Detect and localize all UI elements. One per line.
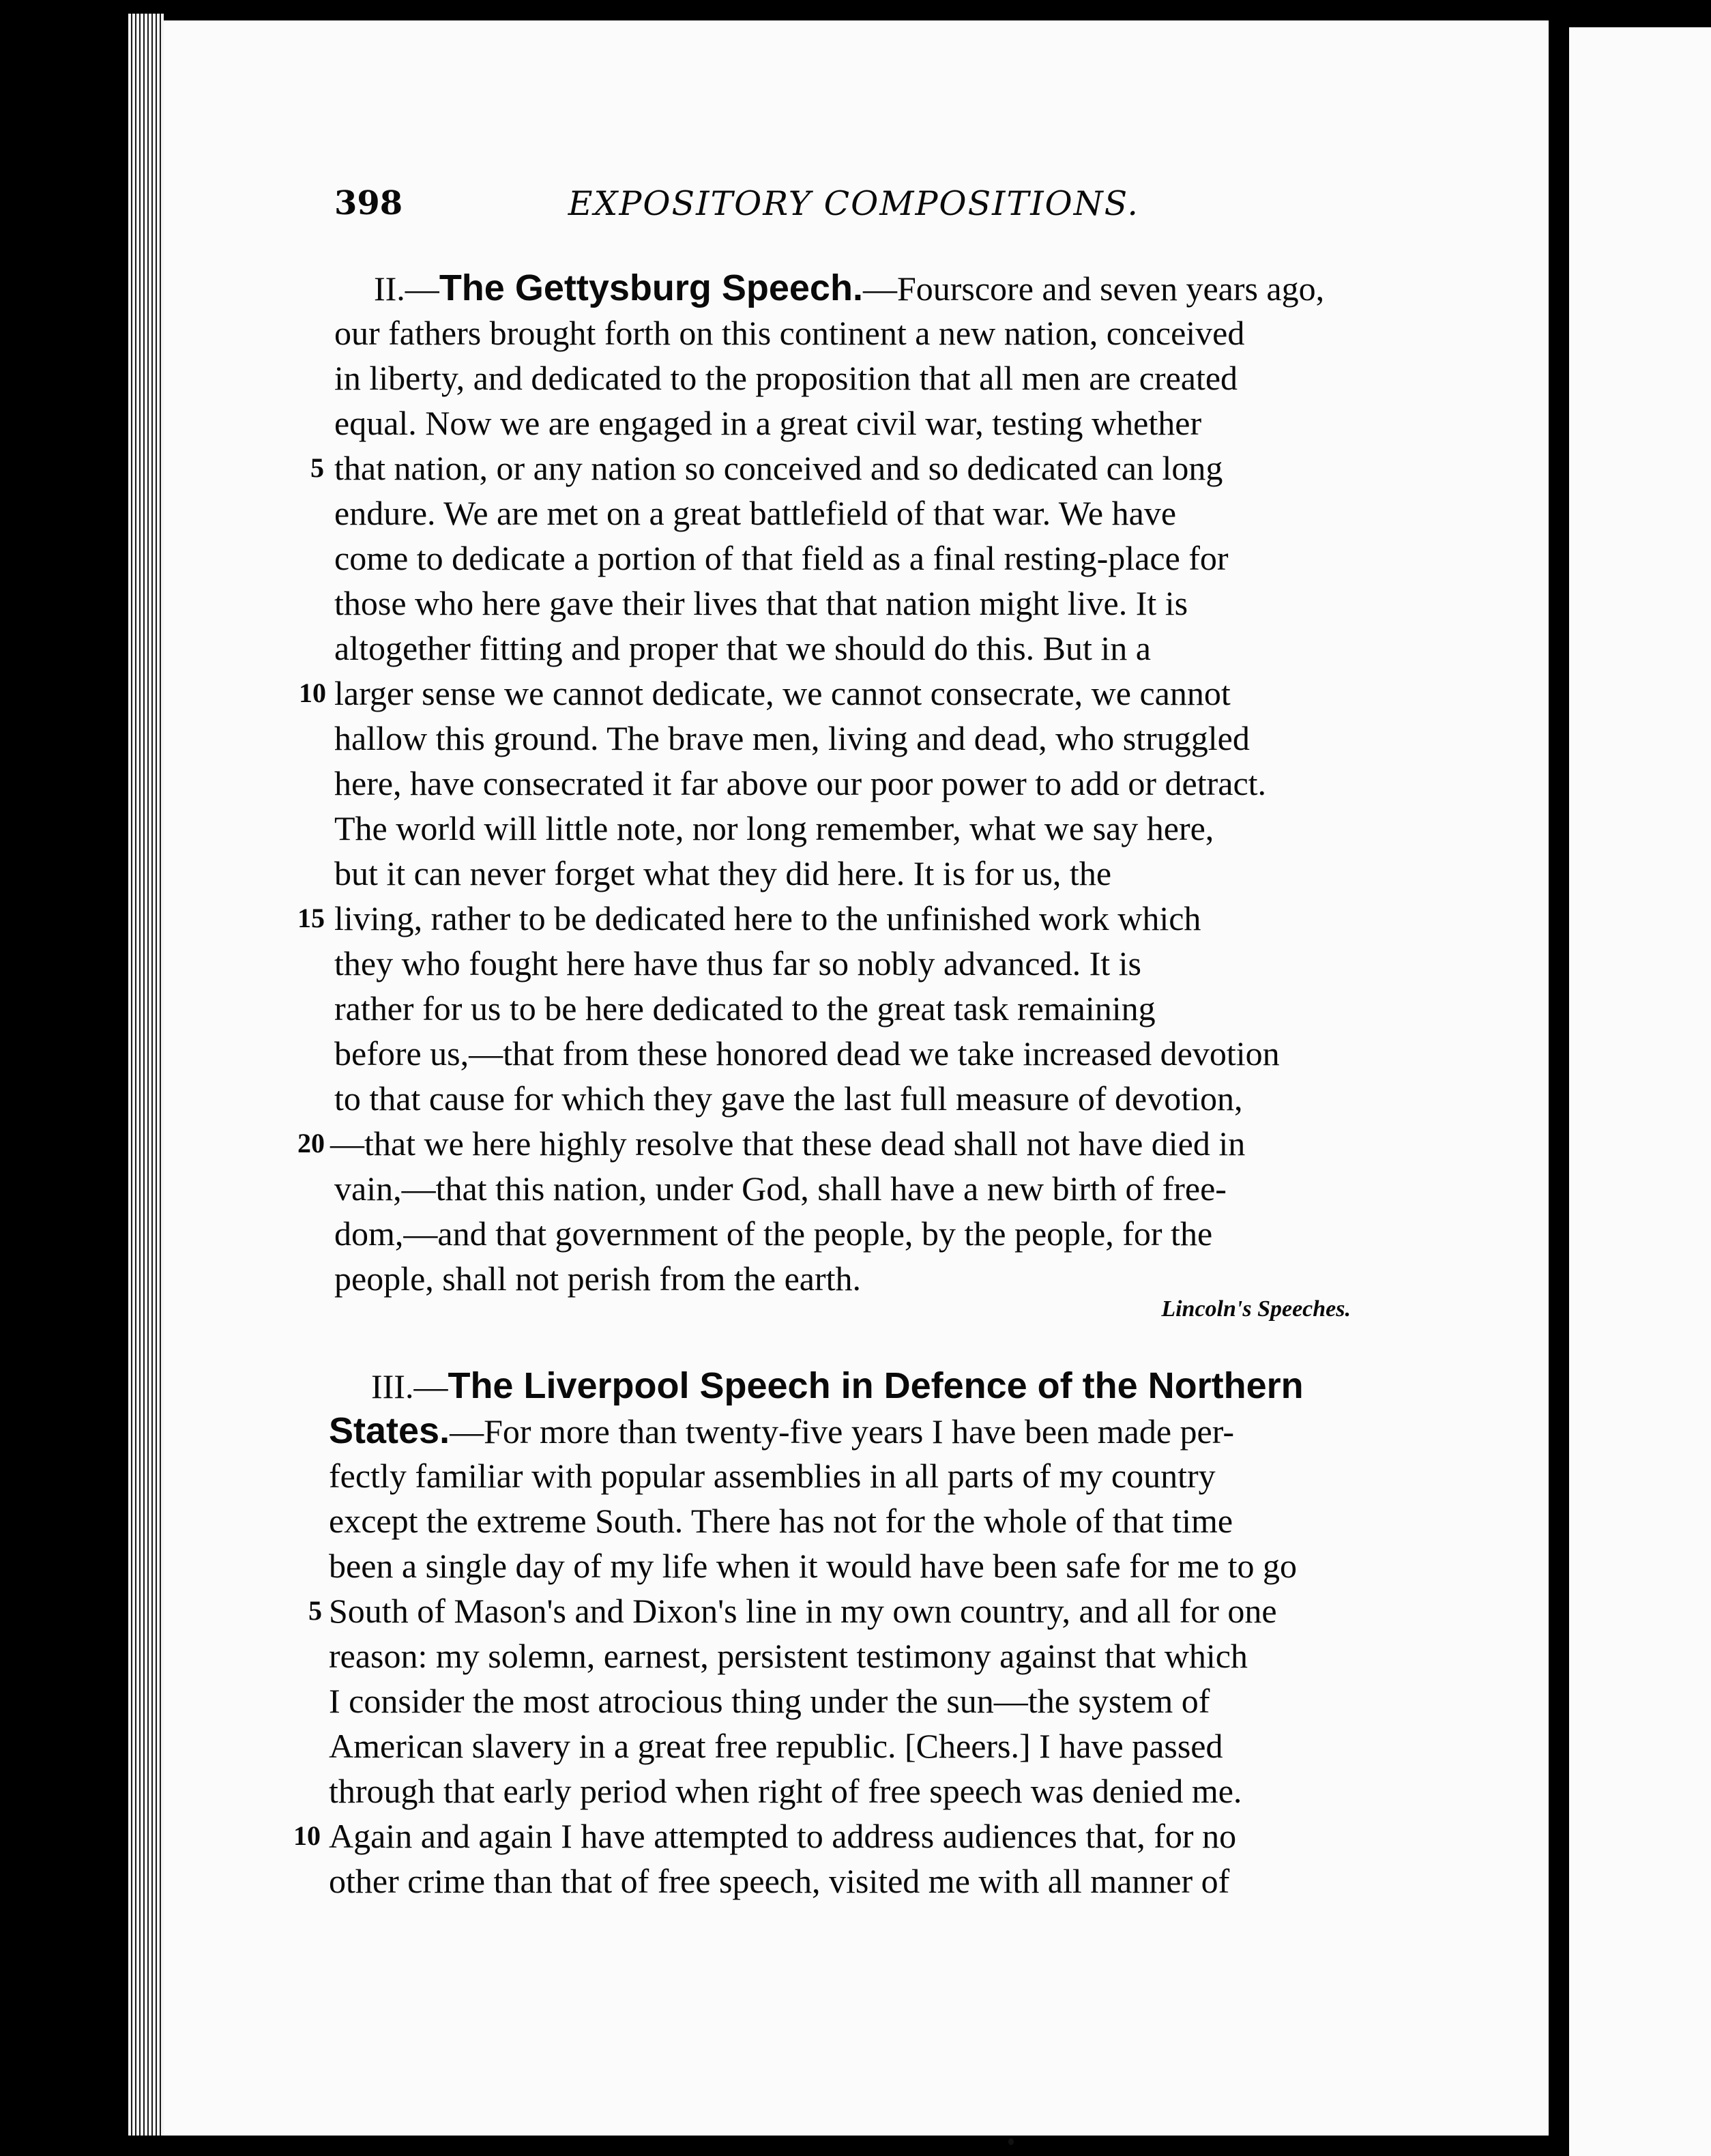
text-line: people, shall not perish from the earth.: [334, 1259, 861, 1298]
text-line: been a single day of my life when it would have been safe for me to go: [329, 1547, 1297, 1585]
text-line: except the extreme South. There has not for the whole of that time: [329, 1502, 1233, 1540]
ink-speck: [1008, 2138, 1014, 2145]
line-number: 10: [299, 678, 326, 708]
text-line: larger sense we cannot dedicate, we cannot consecrate, we cannot: [334, 674, 1231, 712]
text-line: I consider the most atrocious thing under the sun—the system of: [329, 1682, 1210, 1720]
text-line: to that cause for which they gave the last full measure of devotion,: [334, 1079, 1243, 1118]
page-number: 398: [334, 184, 403, 222]
text-line: our fathers brought forth on this continent a new nation, conceived: [334, 314, 1245, 352]
section-ii-label: II.—: [374, 270, 439, 308]
line-number: 15: [297, 903, 325, 933]
text-line: dom,—and that government of the people, by the people, for the: [334, 1214, 1213, 1253]
facing-page-edge: [1569, 27, 1711, 2156]
text-line: equal. Now we are engaged in a great civil war, testing whether: [334, 404, 1202, 442]
line-number: 10: [293, 1820, 321, 1851]
section-ii-heading: The Gettysburg Speech.: [439, 267, 863, 308]
text-line: other crime than that of free speech, visited me with all manner of: [329, 1862, 1230, 1900]
page-header: [334, 184, 1139, 232]
text-line: rather for us to be here dedicated to the great task remaining: [334, 989, 1156, 1028]
text-line: hallow this ground. The brave men, living and dead, who struggled: [334, 719, 1250, 757]
book-page-edges: [128, 14, 164, 2136]
text-line: but it can never forget what they did here. It is for us, the: [334, 854, 1112, 892]
text-line: living, rather to be dedicated here to the unfinished work which: [334, 899, 1201, 937]
text-line: —that we here highly resolve that these dead shall not have died in: [330, 1124, 1246, 1163]
section-iii-label: III.—: [371, 1367, 448, 1405]
section-iii-heading: The Liverpool Speech in Defence of the Northern: [448, 1365, 1304, 1406]
text-line: —Fourscore and seven years ago,: [862, 270, 1325, 308]
text-line: fectly familiar with popular assemblies in all parts of my country: [329, 1457, 1216, 1495]
text-line: —For more than twenty-five years I have been made per-: [450, 1412, 1235, 1451]
text-line: endure. We are met on a great battlefield of that war. We have: [334, 494, 1177, 532]
running-head: EXPOSITORY COMPOSITIONS.: [568, 184, 1139, 223]
section-iii-heading-line-2: [329, 1408, 1234, 1453]
line-number: 5: [308, 1595, 322, 1626]
text-line: South of Mason's and Dixon's line in my own country, and all for one: [329, 1592, 1277, 1630]
text-line: that nation, or any nation so conceived and so dedicated can long: [334, 449, 1223, 487]
text-line: reason: my solemn, earnest, persistent testimony against that which: [329, 1637, 1248, 1675]
text-line: they who fought here have thus far so nobly advanced. It is: [334, 944, 1142, 982]
text-line: vain,—that this nation, under God, shall have a new birth of free-: [334, 1169, 1227, 1208]
section-ii-heading-line: [374, 265, 1324, 310]
text-line: in liberty, and dedicated to the proposition that all men are created: [334, 359, 1238, 397]
text-line: through that early period when right of free speech was denied me.: [329, 1772, 1242, 1810]
text-line: come to dedicate a portion of that field as a final resting-place for: [334, 539, 1229, 577]
text-line: American slavery in a great free republic. [Cheers.] I have passed: [329, 1727, 1223, 1765]
line-number: 5: [310, 452, 324, 483]
text-line: those who here gave their lives that that nation might live. It is: [334, 584, 1188, 622]
source-citation: Lincoln's Speeches.: [1161, 1296, 1351, 1322]
text-line: The world will little note, nor long remember, what we say here,: [334, 809, 1214, 847]
text-line: here, have consecrated it far above our poor power to add or detract.: [334, 764, 1267, 802]
text-line: before us,—that from these honored dead we take increased devotion: [334, 1034, 1280, 1073]
section-iii-heading-line: [371, 1363, 1304, 1408]
line-number: 20: [297, 1128, 325, 1159]
section-iii-heading-continued: States.: [329, 1410, 450, 1451]
text-line: altogether fitting and proper that we should do this. But in a: [334, 629, 1151, 667]
text-line: Again and again I have attempted to address audiences that, for no: [329, 1817, 1237, 1855]
